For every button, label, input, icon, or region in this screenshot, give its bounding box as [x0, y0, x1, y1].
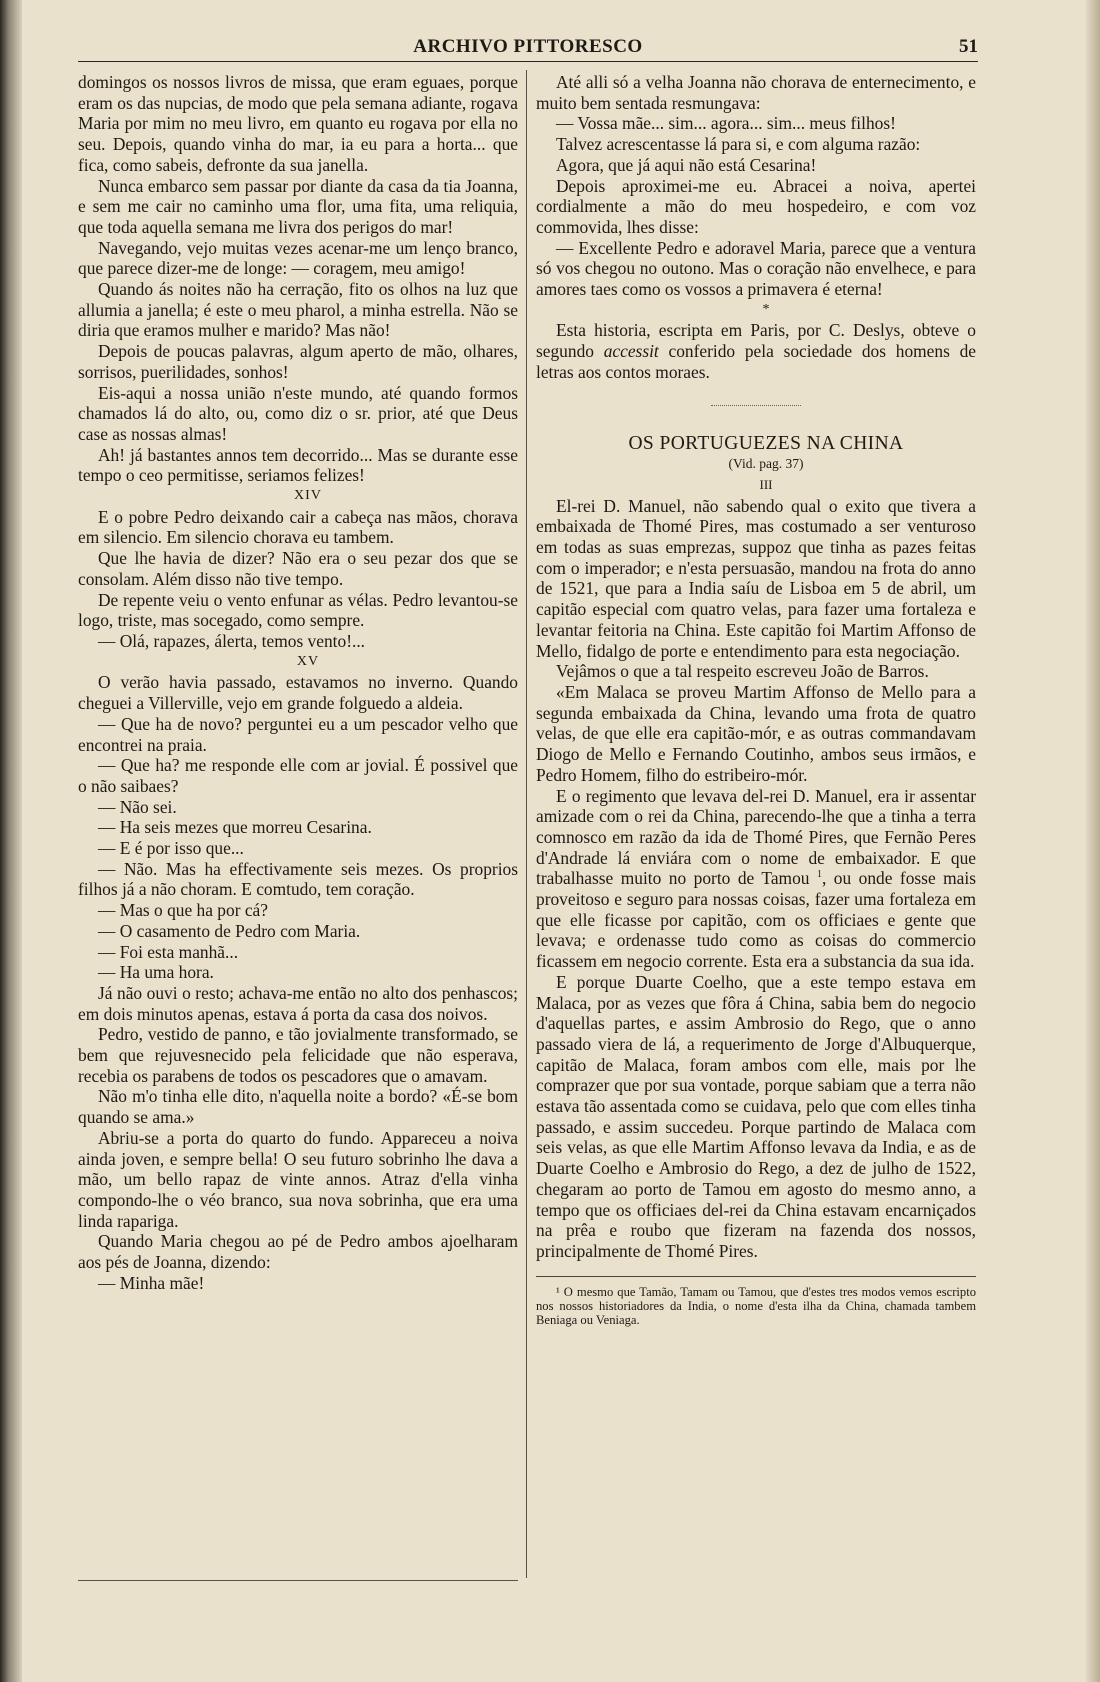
paragraph: Agora, que já aqui não está Cesarina!	[556, 154, 817, 175]
dialogue-line: — Não sei.	[98, 796, 177, 817]
header-rule	[78, 61, 978, 62]
binding-shadow	[0, 0, 22, 1682]
paragraph: Depois de poucas palavras, algum aperto de mão, olhares, sorrisos, puerilidades, sonhos!	[78, 341, 518, 382]
article-title: OS PORTUGUEZES NA CHINA	[628, 432, 904, 454]
paragraph: Até alli só a velha Joanna não chorava de enternecimento, e muito bem sentada resmungava:	[536, 72, 976, 113]
page-header	[78, 36, 978, 62]
running-title: ARCHIVO PITTORESCO	[413, 36, 643, 57]
dialogue-line: — Mas o que ha por cá?	[98, 900, 268, 921]
paragraph: Talvez acrescentasse lá para si, e com alguma razão:	[556, 134, 921, 155]
dialogue-line: — Vossa mãe... sim... agora... sim... meus filhos!	[556, 113, 896, 134]
paragraph: domingos os nossos livros de missa, que eram eguaes, porque eram os das nupcias, de modo que pela semana adiante, rogava Maria por mim no meu livro, em quanto eu rogava por ella no seu. Depois, quando vinha do mar, ia eu para a horta... que fica, como sabeis, defronte da sua janella.	[78, 72, 518, 175]
story-note	[536, 320, 976, 382]
dialogue-line: — Ha seis mezes que morreu Cesarina.	[98, 817, 372, 838]
accessit-term: accessit	[603, 341, 659, 362]
paragraph: Não m'o tinha elle dito, n'aquella noite a bordo? «É-se bom quando se ama.»	[78, 1086, 518, 1128]
paragraph: Ah! já bastantes annos tem decorrido... Mas se durante esse tempo o ceo permitisse, seriamos felizes!	[78, 444, 518, 486]
dialogue-line: — Minha mãe!	[98, 1272, 205, 1293]
paragraph: E o pobre Pedro deixando cair a cabeça nas mãos, chorava em silencio. Em silencio chorava eu tambem.	[78, 506, 518, 548]
dialogue-line: — O casamento de Pedro com Maria.	[98, 920, 361, 941]
quotation-paragraph: «Em Malaca se proveu Martim Affonso de Mello para a segunda embaixada da China, levando uma frota de quatro velas, de que elle era capitão-mór, e as outras commandavam Diogo de Mello e Fernando Coutinho, ambos seus irmãos, e Pedro Homem, filho do estribeiro-mór.	[536, 681, 976, 785]
paragraph: Abriu-se a porta do quarto do fundo. Appareceu a noiva ainda joven, e sempre bella! O seu futuro sobrinho lhe dava a mão, um bello rapaz de vinte annos. Atraz d'ella vinha compondo-lhe o véo branco, sua nova sobrinha, que era uma linda rapariga.	[78, 1127, 518, 1231]
dotted-separator	[711, 405, 801, 406]
footnote-marker: 1	[816, 869, 822, 881]
dialogue-line: — Que ha de novo? perguntei eu a um pescador velho que encontrei na praia.	[78, 713, 518, 755]
paragraph: O verão havia passado, estavamos no inverno. Quando cheguei a Villerville, vejo em grande folguedo a aldeia.	[78, 672, 518, 714]
article-reference: (Vid. pag. 37)	[728, 456, 804, 472]
paragraph: Quando Maria chegou ao pé de Pedro ambos ajoelharam aos pés de Joanna, dizendo:	[78, 1231, 518, 1273]
quotation-text-b: , ou onde fosse mais proveitoso e seguro para nossas coisas, fazer uma fortaleza em que elle ficasse por capitão, com os officiaes e gente que levava; e ordenasse tudo como as coisas do commercio ficassem em negocio corrente. Esta era a substancia da sua ida.	[536, 868, 976, 972]
dialogue-line: — Ha uma hora.	[98, 962, 214, 983]
column-divider	[526, 70, 527, 1578]
quotation-paragraph: E porque Duarte Coelho, que a este tempo estava em Malaca, por as vezes que fôra á China, sabia bem do negocio d'aquellas partes, e assim Ambrosio do Rego, que o anno passado viera de lá, a requerimento de Jorge d'Albuquerque, capitão de Malaca, foram ambos com elle, mais por lhe comprazer que por sua vontade, porque sabiam que a terra não estava tão assentada como se cuidava, pelo que com elles tinha passado, e assim succedeu. Porque partindo de Malaca com seis velas, as que elle Martim Affonso levava da India, e as de Duarte Coelho e Ambrosio do Rego, a dez de julho de 1522, chegaram ao porto de Tamou em agosto do mesmo anno, a tempo que os officiaes del-rei da China estavam encarniçados na prêa e roubo que fizeram na fazenda dos nossos, principalmente de Thomé Pires.	[536, 971, 976, 1261]
right-column	[536, 72, 976, 1327]
paragraph: De repente veiu o vento enfunar as vélas. Pedro levantou-se logo, triste, mas socegado, como sempre.	[78, 589, 518, 631]
paragraph: Navegando, vejo muitas vezes acenar-me um lenço branco, que parece dizer-me de longe: — coragem, meu amigo!	[78, 237, 518, 279]
page-edge	[1086, 0, 1100, 1682]
section-heading: XV	[296, 653, 320, 669]
asterisk-separator: *	[762, 301, 770, 317]
dialogue-line: — Não. Mas ha effectivamente seis mezes. Os proprios filhos já a não choram. E comtudo, tem coração.	[78, 858, 518, 900]
paragraph: Que lhe havia de dizer? Não era o seu pezar dos que se consolam. Além disso não tive tempo.	[78, 548, 518, 589]
dialogue-line: — Olá, rapazes, álerta, temos vento!...	[98, 630, 366, 651]
story-note-text-b: conferido pela sociedade dos homens de letras aos contos moraes.	[536, 341, 976, 382]
column-end-rule	[78, 1580, 518, 1581]
left-column	[78, 72, 518, 1293]
paragraph: Vejâmos o que a tal respeito escreveu João de Barros.	[556, 661, 929, 682]
article-part-number: III	[759, 476, 773, 492]
dialogue-line: — Excellente Pedro e adoravel Maria, parece que a ventura só vos chegou no outono. Mas o coração não envelhece, e para amores taes como os vossos a primavera é eterna!	[536, 237, 976, 300]
paragraph: Eis-aqui a nossa união n'este mundo, até quando formos chamados lá do alto, ou, como diz o sr. prior, até que Deus case as nossas almas!	[78, 382, 518, 444]
dialogue-line: — Que ha? me responde elle com ar jovial. É possivel que o não saibaes?	[78, 755, 518, 796]
paragraph: Já não ouvi o resto; achava-me então no alto dos penhascos; em dois minutos apenas, estava á porta da casa dos noivos.	[78, 982, 518, 1024]
dialogue-line: — Foi esta manhã...	[98, 941, 239, 962]
paragraph: El-rei D. Manuel, não sabendo qual o exito que tivera a embaixada de Thomé Pires, mas costumado a ser venturoso em todas as suas emprezas, suppoz que tinha as pazes feitas com o imperador; e n'esta persuasão, mandou na frota do anno de 1521, que para a India saíu de Lisboa em 5 de abril, um capitão especial com quatro velas, para fazer uma fortaleza e levantar feitoria na China. Este capitão foi Martim Affonso de Mello, fidalgo de porte e entendimento para esta negociação.	[536, 495, 976, 661]
quotation-text-a: E o regimento que levava del-rei D. Manuel, era ir assentar amizade com o rei da China, parecendo-lhe que a tinha a terra comnosco em razão da ida de Thomé Pires, que Fernão Peres d'Andrade lá enviára com o nome de embaixador. E que trabalhasse muito no porto de Tamou	[536, 785, 976, 889]
dialogue-line: — E é por isso que...	[98, 838, 244, 859]
paragraph: Quando ás noites não ha cerração, fito os olhos na luz que allumia a janella; é este o meu pharol, a minha estrella. Não se diria que eramos mulher e marido? Mas não!	[78, 279, 518, 341]
footnote: ¹ O mesmo que Tamão, Tamam ou Tamou, que d'estes tres modos vemos escripto nos nossos historiadores da India, o nome d'esta ilha da China, chamada tambem Beniaga ou Veniaga.	[536, 1284, 976, 1327]
story-note-text-a: Esta historia, escripta em Paris, por C. Deslys, obteve o segundo	[536, 320, 976, 362]
section-heading: XIV	[294, 488, 322, 504]
paragraph: Pedro, vestido de panno, e tão jovialmente transformado, se bem que rejuvesnecido pela felicidade que não esperava, recebia os parabens de todos os pescadores que o amavam.	[78, 1024, 518, 1086]
page-number: 51	[959, 36, 978, 57]
footnote-rule	[536, 1276, 976, 1277]
paragraph: Nunca embarco sem passar por diante da casa da tia Joanna, e sem me cair no caminho uma flor, uma fita, uma reliquia, que toda aquella semana me livra dos perigos do mar!	[78, 175, 518, 237]
quotation-paragraph	[536, 786, 976, 972]
paragraph: Depois aproximei-me eu. Abracei a noiva, apertei cordialmente a mão do meu hospedeiro, e com voz commovida, lhes disse:	[536, 175, 976, 237]
